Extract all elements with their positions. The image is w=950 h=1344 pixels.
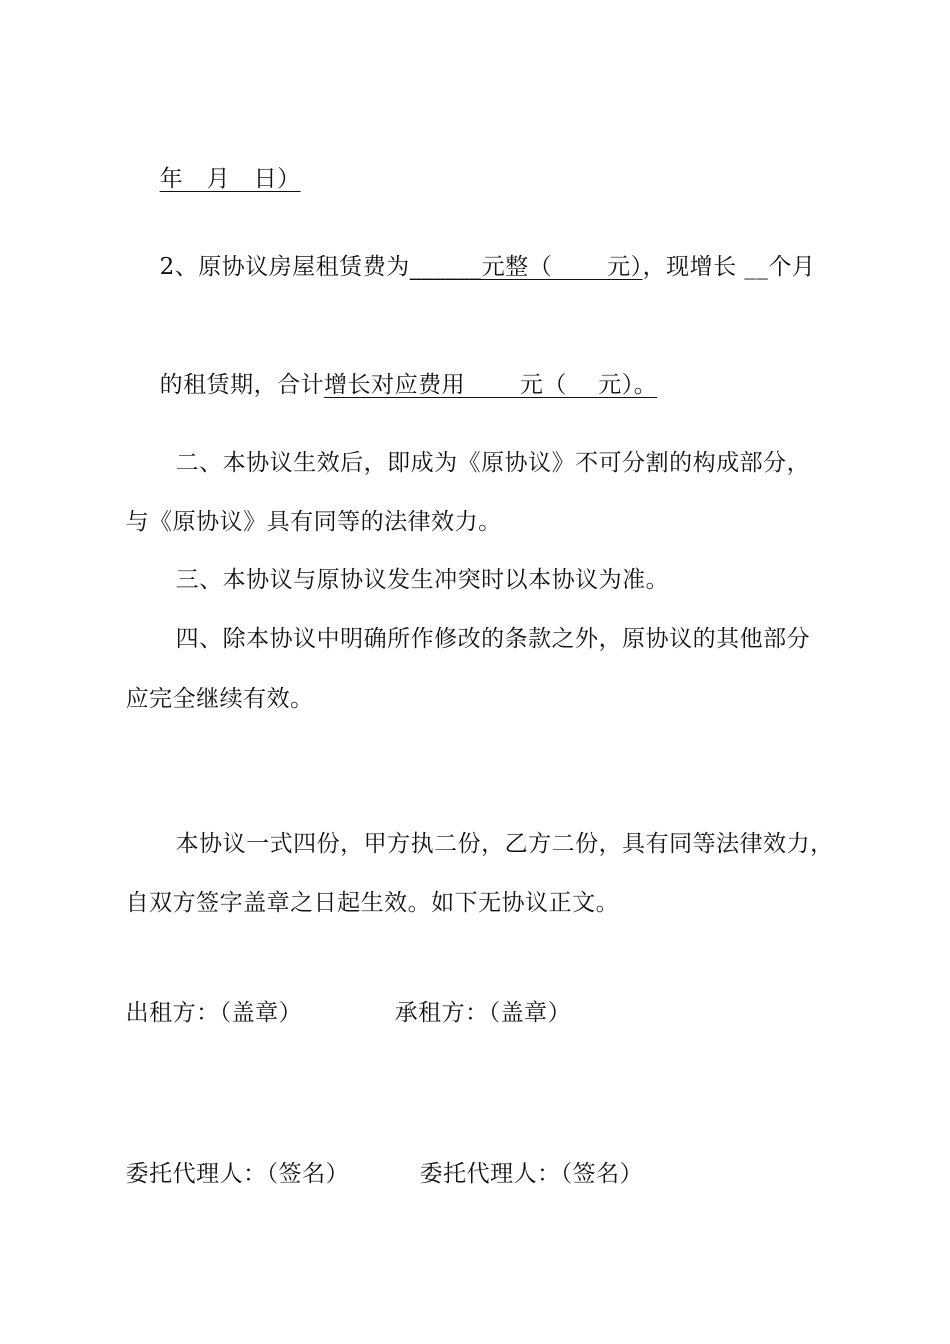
- clause2-line2-text: 与《原协议》具有同等的法律效力。: [125, 509, 502, 535]
- copies-line1: [160, 799, 834, 859]
- copies-line2: [110, 858, 619, 918]
- lessee-agent-text: 委托代理人：（签名）: [419, 1161, 644, 1187]
- lessee-agent-signature: [404, 1129, 643, 1189]
- item2-amount-blank: ______元整（ 元）: [409, 254, 643, 280]
- clause4-line1-text: 四、除本协议中明确所作修改的条款之外，原协议的其他部分: [175, 626, 811, 652]
- lessee-seal-text: 承租方：（盖章）: [394, 1000, 572, 1026]
- clause4-line2-text: 应完全继续有效。: [125, 686, 314, 712]
- item2-line2: [144, 340, 657, 400]
- item2-months-blank: __: [744, 254, 769, 280]
- clause2-line1-text: 二、本协议生效后，即成为《原协议》不可分割的构成部分，: [175, 450, 811, 476]
- item2-line1: [144, 222, 815, 282]
- item2-months-suffix: 个月: [768, 254, 816, 280]
- clause3-line1-text: 三、本协议与原协议发生冲突时以本协议为准。: [175, 567, 670, 593]
- item2-increase-text: 现增长: [666, 254, 745, 280]
- item2-line2-underlined: 增长对应费用 元（ 元）。: [324, 372, 658, 398]
- lessor-agent-signature: [110, 1129, 349, 1189]
- lessor-seal-text: 出租方：（盖章）: [125, 1000, 303, 1026]
- clause4-line1: [160, 594, 810, 654]
- item2-comma: ，: [642, 254, 667, 280]
- lessor-agent-text: 委托代理人：（签名）: [125, 1161, 350, 1187]
- item2-line2-prefix: 的租赁期，合计: [159, 372, 325, 398]
- clause4-line2: [110, 654, 314, 714]
- clause2-line1: [160, 418, 810, 478]
- date-line: [144, 134, 301, 194]
- date-line-text: 年 月 日）: [159, 166, 301, 192]
- lessee-seal: [379, 968, 571, 1028]
- clause3-line1: [160, 535, 669, 595]
- copies-line2-text: 自双方签字盖章之日起生效。如下无协议正文。: [125, 890, 620, 916]
- copies-line1-text: 本协议一式四份，甲方执二份，乙方二份，具有同等法律效力，: [175, 831, 834, 857]
- item2-prefix: 2、原协议房屋租赁费为: [159, 254, 410, 280]
- lessor-seal: [110, 968, 302, 1028]
- clause2-line2: [110, 477, 502, 537]
